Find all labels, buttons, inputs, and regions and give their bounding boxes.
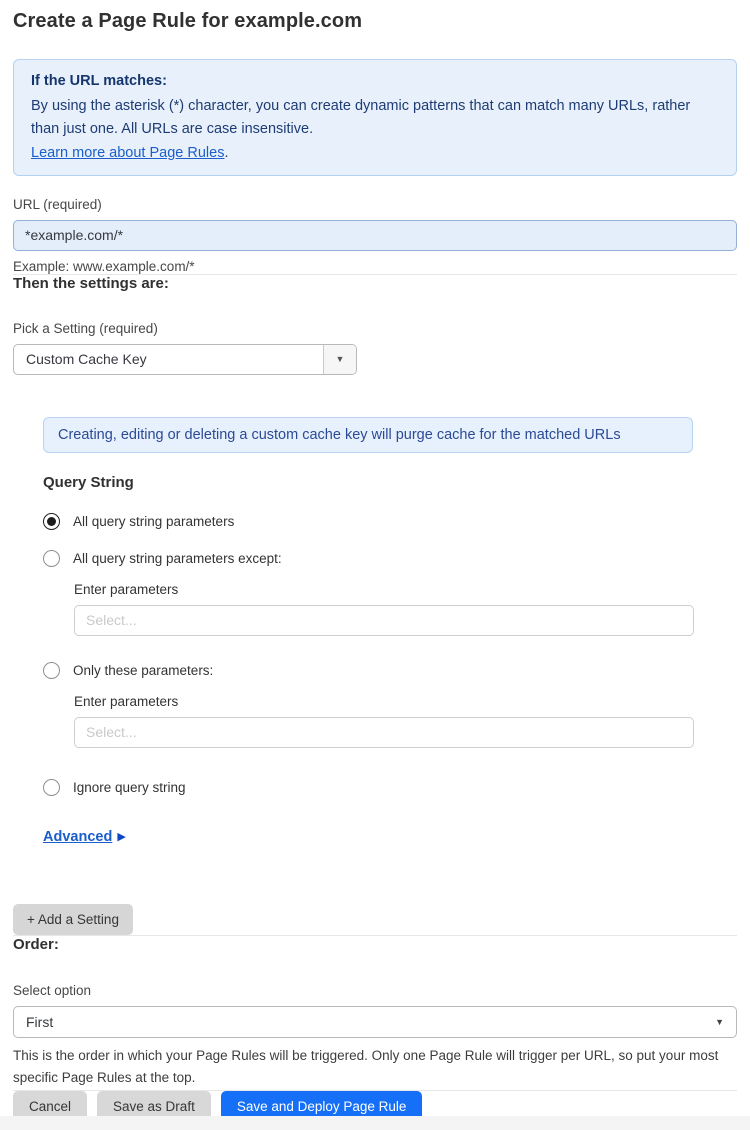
cancel-button[interactable]: Cancel	[13, 1091, 87, 1122]
url-input[interactable]	[13, 220, 737, 251]
advanced-link[interactable]: Advanced	[43, 828, 113, 845]
radio-label: Ignore query string	[73, 779, 186, 795]
radio-icon[interactable]	[43, 662, 60, 679]
add-setting-button[interactable]: + Add a Setting	[13, 904, 133, 935]
only-parameters-input[interactable]	[74, 717, 694, 748]
radio-ignore-query-string[interactable]	[43, 779, 737, 796]
link-period: .	[224, 144, 229, 161]
chevron-right-icon: ▶	[117, 831, 126, 844]
radio-icon[interactable]	[43, 779, 60, 796]
radio-icon[interactable]	[43, 513, 60, 530]
radio-only-these-params[interactable]	[43, 662, 737, 679]
save-and-deploy-button[interactable]: Save and Deploy Page Rule	[221, 1091, 423, 1122]
info-box-body: By using the asterisk (*) character, you can create dynamic patterns that can match many URLs, rather than just one. All URLs are case insensitive.	[31, 98, 691, 138]
setting-select-value: Custom Cache Key	[26, 351, 147, 368]
page-bottom-strip	[0, 1116, 750, 1130]
order-select-value: First	[26, 1013, 54, 1030]
learn-more-page-rules-link[interactable]: Learn more about Page Rules	[31, 144, 225, 161]
url-label: URL (required)	[13, 196, 102, 212]
save-as-draft-button[interactable]: Save as Draft	[97, 1091, 211, 1122]
radio-label: All query string parameters except:	[73, 550, 282, 566]
url-example-text: Example: www.example.com/*	[13, 258, 195, 274]
setting-select[interactable]	[13, 344, 357, 375]
cache-key-notice: Creating, editing or deleting a custom cache key will purge cache for the matched URLs	[43, 417, 693, 453]
chevron-down-icon[interactable]: ▼	[323, 345, 356, 374]
radio-icon[interactable]	[43, 550, 60, 567]
page-title: Create a Page Rule for example.com	[13, 10, 363, 32]
radio-label: All query string parameters	[73, 513, 235, 529]
radio-all-query-params[interactable]	[43, 513, 737, 530]
radio-all-params-except[interactable]	[43, 550, 737, 567]
info-link-row	[31, 145, 719, 161]
order-select[interactable]	[13, 1006, 737, 1038]
query-string-heading: Query String	[43, 473, 134, 491]
enter-parameters-label: Enter parameters	[74, 581, 179, 597]
url-match-info-box	[13, 59, 737, 176]
order-select-label: Select option	[13, 982, 92, 998]
settings-heading: Then the settings are:	[13, 274, 169, 292]
radio-label: Only these parameters:	[73, 662, 214, 678]
info-box-heading: If the URL matches:	[31, 73, 167, 89]
enter-parameters-label: Enter parameters	[74, 693, 179, 709]
pick-setting-label: Pick a Setting (required)	[13, 320, 158, 336]
except-parameters-input[interactable]	[74, 605, 694, 636]
advanced-row	[43, 829, 737, 845]
chevron-down-icon: ▼	[715, 1016, 724, 1027]
order-heading: Order:	[13, 935, 59, 953]
order-help-text: This is the order in which your Page Rules will be triggered. Only one Page Rule will trigger per URL, so put your most specific Page Rules at the top.	[13, 1047, 719, 1086]
